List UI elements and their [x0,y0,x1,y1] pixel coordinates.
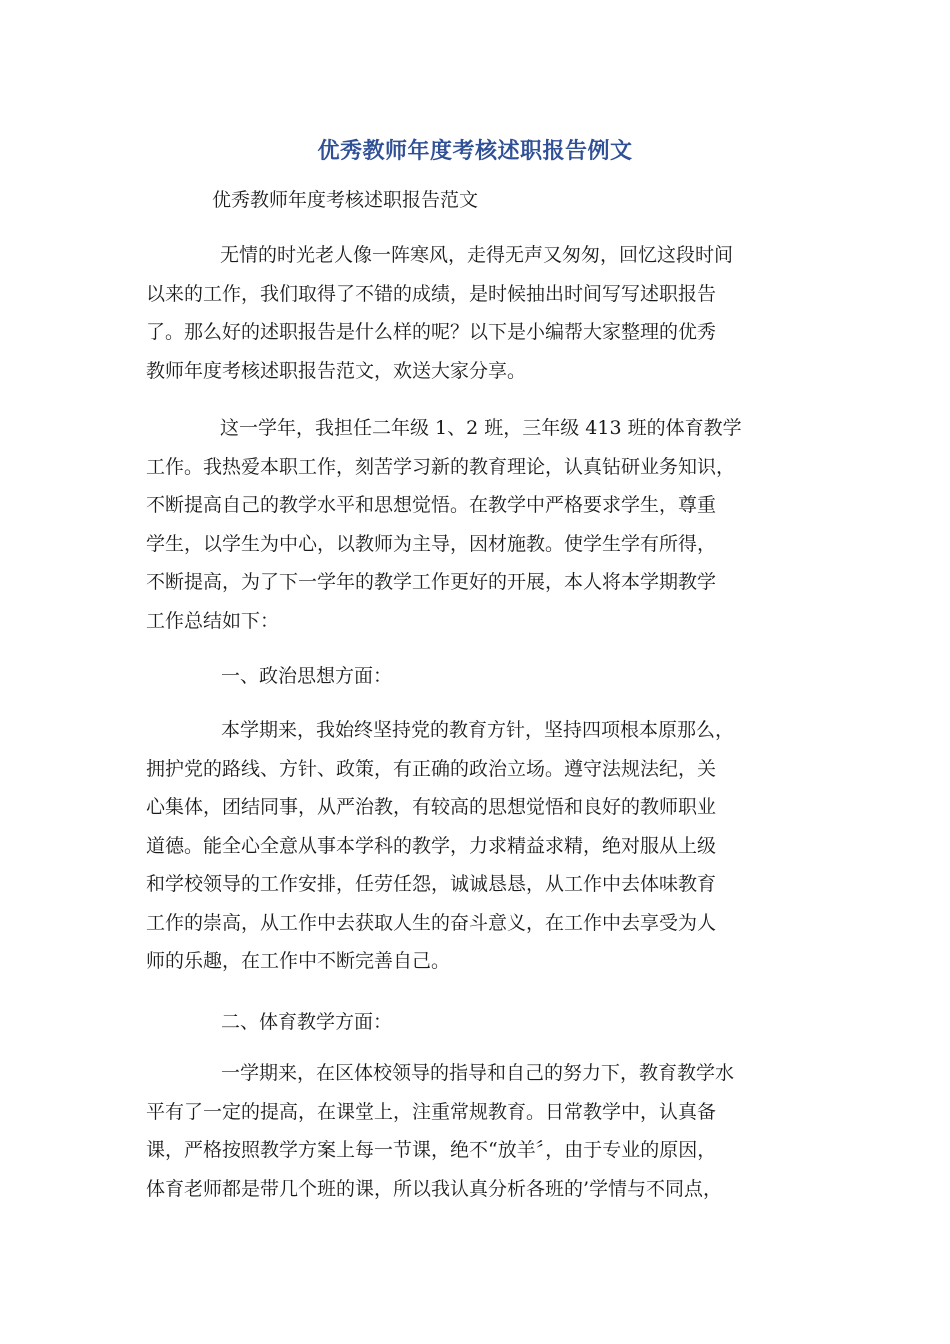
paragraph-line: 心集体，团结同事，从严治教，有较高的思想觉悟和良好的教师职业 [146,796,717,818]
paragraph-line: 了。那么好的述职报告是什么样的呢？以下是小编帮大家整理的优秀 [146,321,717,343]
paragraph-line: 一学期来，在区体校领导的指导和自己的努力下，教育教学水 [221,1062,735,1084]
paragraph-line: 和学校领导的工作安排，任劳任怨，诚诚恳恳，从工作中去体味教育 [146,873,717,895]
paragraph-line: 学生，以学生为中心，以教师为主导，因材施教。使学生学有所得， [146,532,717,555]
paragraph-line: 这一学年，我担任二年级 1、2 班，三年级 413 班的体育教学 [201,417,742,439]
paragraph-line: 以来的工作，我们取得了不错的成绩，是时候抽出时间写写述职报告 [146,282,717,305]
paragraph-line: 课，严格按照教学方案上每一节课，绝不“放羊〞，由于专业的原因， [146,1139,717,1161]
paragraph-line: 师的乐趣，在工作中不断完善自己。 [146,950,451,972]
paragraph-political [146,711,806,981]
paragraph-intro [146,236,806,390]
paragraph-line: 工作总结如下： [146,609,280,632]
paragraph-pe [146,1054,806,1208]
paragraph-line: 体育老师都是带几个班的课，所以我认真分析各班的’学情与不同点， [146,1177,723,1200]
section-heading-pe: 二、体育教学方面： [221,1011,393,1033]
paragraph-line: 无情的时光老人像一阵寒风，走得无声又匆匆，回忆这段时间 [201,244,734,266]
section-heading-political: 一、政治思想方面： [221,665,393,687]
paragraph-line: 拥护党的路线、方针、政策，有正确的政治立场。遵守法规法纪，关 [146,757,717,780]
paragraph-line: 教师年度考核述职报告范文，欢送大家分享。 [146,359,527,382]
paragraph-line: 工作。我热爱本职工作，刻苦学习新的教育理论，认真钻研业务知识， [146,455,736,478]
paragraph-line: 平有了一定的提高，在课堂上，注重常规教育。日常教学中，认真备 [146,1100,717,1123]
paragraph-line: 不断提高，为了下一学年的教学工作更好的开展，本人将本学期教学 [146,571,717,593]
paragraph-line: 本学期来，我始终坚持党的教育方针，坚持四项根本原那么， [221,719,735,741]
document-subtitle: 优秀教师年度考核述职报告范文 [212,189,479,211]
paragraph-line: 工作的崇高，从工作中去获取人生的奋斗意义，在工作中去享受为人 [146,911,717,934]
paragraph-line: 不断提高自己的教学水平和思想觉悟。在教学中严格要求学生，尊重 [146,494,717,516]
paragraph-overview [146,409,806,640]
document-title: 优秀教师年度考核述职报告例文 [317,139,633,164]
paragraph-line: 道德。能全心全意从事本学科的教学，力求精益求精，绝对服从上级 [146,834,717,857]
